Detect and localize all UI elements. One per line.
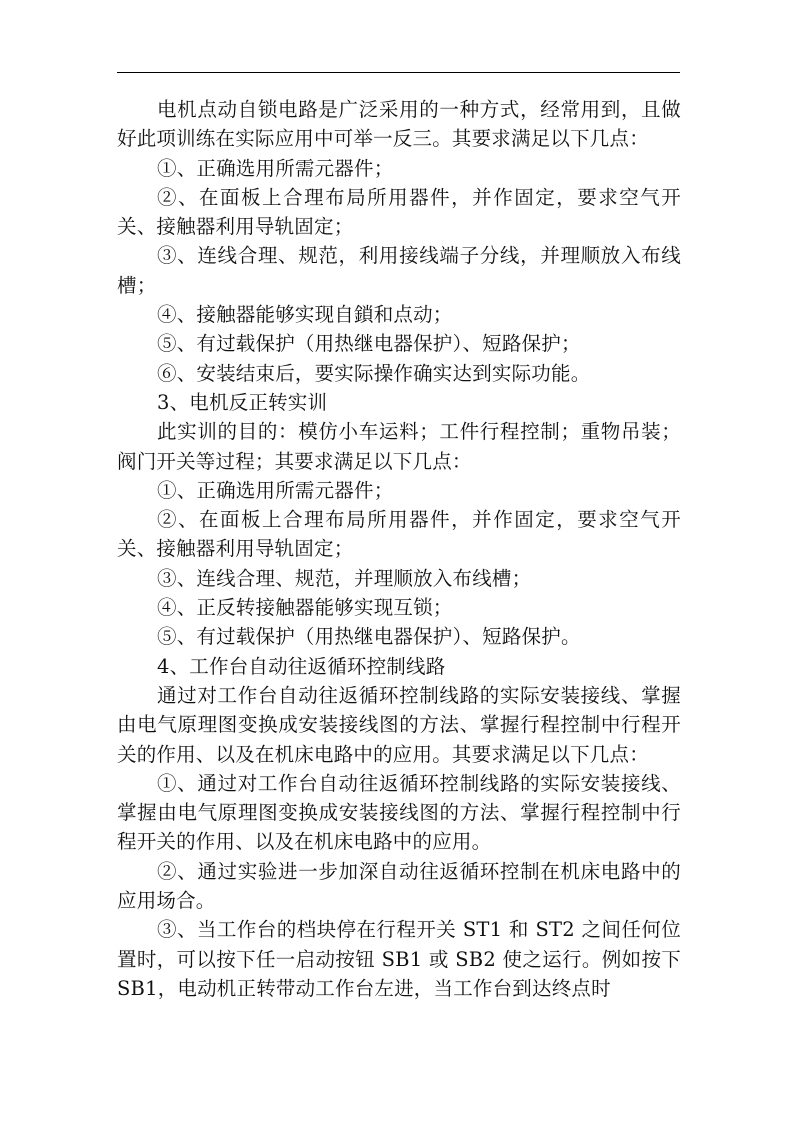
list-item: ①、通过对工作台自动往返循环控制线路的实际安装接线、掌握由电气原理图变换成安装接线图的方法、掌握行程控制中行程开关的作用、以及在机床电路中的应用。	[117, 771, 681, 854]
paragraph: 此实训的目的：模仿小车运料；工件行程控制；重物吊装；阀门开关等过程；其要求满足以下几点：	[117, 420, 681, 473]
list-item: ④、接触器能够实现自鎖和点动；	[157, 303, 453, 327]
list-item: ②、通过实验进一步加深自动往返循环控制在机床电路中的应用场合。	[117, 859, 681, 913]
section-heading: 3、电机反正转实训	[157, 390, 328, 414]
section-heading: 4、工作台自动往返循环控制线路	[157, 654, 446, 678]
list-item: ①、正确选用所需元器件；	[157, 478, 394, 502]
list-item: ②、在面板上合理布局所用器件，并作固定，要求空气开关、接触器利用导轨固定；	[117, 508, 681, 561]
list-item: ③、当工作台的档块停在行程开关 ST1 和 ST2 之间任何位置时，可以按下任一启动按钮 SB1 或 SB2 使之运行。例如按下 SB1，电动机正转带动工作台左进，当工作台到达终点时	[117, 918, 681, 1000]
list-item: ③、连线合理、规范，利用接线端子分线，并理顺放入布线槽；	[117, 244, 681, 297]
list-item: ④、正反转接触器能够实现互锁；	[157, 596, 453, 620]
list-item: ③、连线合理、规范，并理顺放入布线槽；	[157, 566, 532, 590]
list-item: ⑤、有过载保护（用热继电器保护）、短路保护；	[157, 332, 581, 356]
paragraph: 通过对工作台自动往返循环控制线路的实际安装接线、掌握由电气原理图变换成安装接线图的方法、掌握行程控制中行程开关的作用、以及在机床电路中的应用。其要求满足以下几点：	[117, 683, 681, 766]
paragraph: 电机点动自锁电路是广泛采用的一种方式，经常用到，且做好此项训练在实际应用中可举一反三。其要求满足以下几点：	[117, 98, 681, 151]
list-item: ⑥、安装结束后，要实际操作确实达到实际功能。	[157, 361, 591, 385]
list-item: ①、正确选用所需元器件；	[157, 156, 394, 180]
header-rule	[117, 72, 680, 73]
document-body	[117, 95, 681, 1003]
list-item: ⑤、有过载保护（用热继电器保护）、短路保护。	[157, 625, 581, 649]
list-item: ②、在面板上合理布局所用器件，并作固定，要求空气开关、接触器利用导轨固定；	[117, 185, 681, 239]
